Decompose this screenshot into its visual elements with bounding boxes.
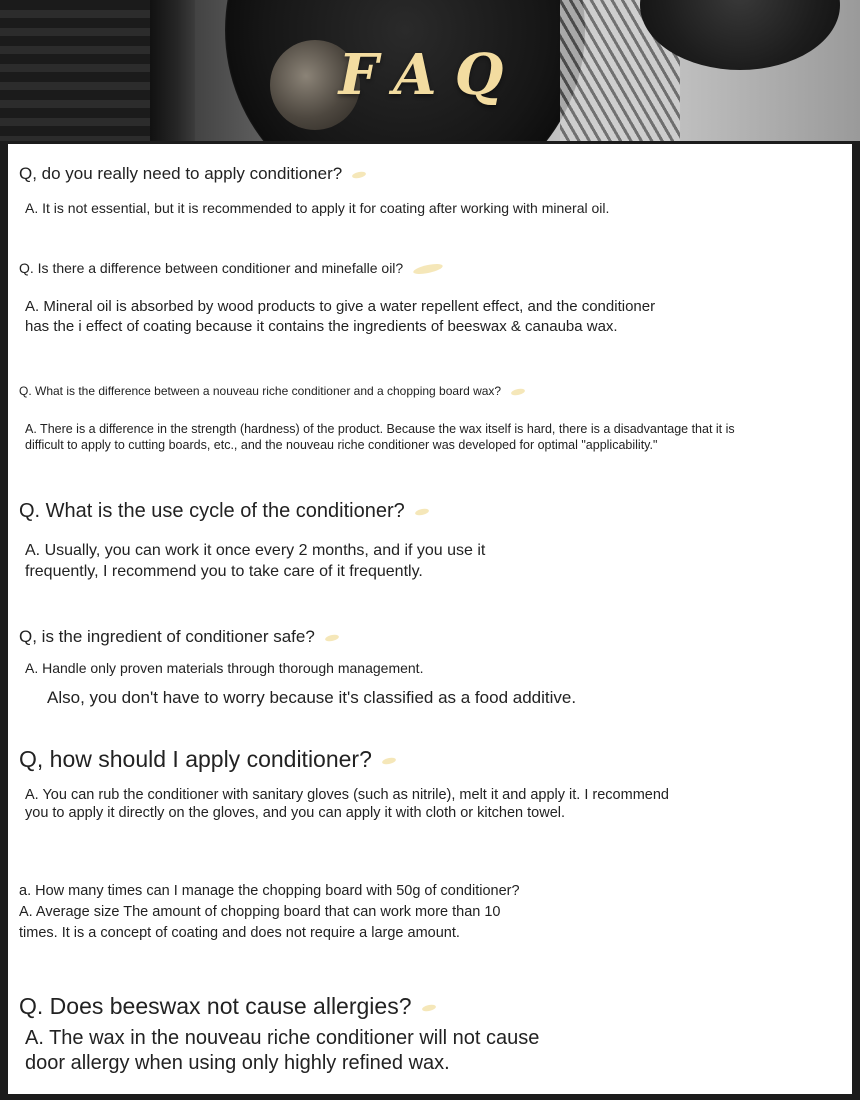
marker-icon <box>421 1004 436 1013</box>
answer-3-line-2: difficult to apply to cutting boards, etc., and the nouveau riche conditioner was developed for optimal "applicability." <box>25 438 658 452</box>
answer-4-line-2: frequently, I recommend you to take care of it frequently. <box>25 563 423 580</box>
answer-6-line-1: A. You can rub the conditioner with sanitary gloves (such as nitrile), melt it and apply it. I recommend <box>25 787 669 803</box>
answer-7-line-2: times. It is a concept of coating and does not require a large amount. <box>19 925 460 941</box>
marker-icon <box>413 262 444 276</box>
answer-2-line-1: A. Mineral oil is absorbed by wood products to give a water repellent effect, and the conditioner <box>25 298 656 315</box>
answer-8-line-1: A. The wax in the nouveau riche conditioner will not cause <box>25 1027 540 1049</box>
question-1: Q, do you really need to apply conditioner? <box>19 164 366 184</box>
question-4: Q. What is the use cycle of the conditioner? <box>19 500 429 523</box>
answer-5-line-1: A. Handle only proven materials through thorough management. <box>25 660 424 676</box>
answer-8-line-2: door allergy when using only highly refined wax. <box>25 1052 450 1074</box>
answer-2-line-2: has the i effect of coating because it contains the ingredients of beeswax & canauba wax. <box>25 318 618 335</box>
answer-7-line-1: A. Average size The amount of chopping board that can work more than 10 <box>19 904 501 920</box>
marker-icon <box>511 387 526 396</box>
marker-icon <box>352 170 367 179</box>
faq-panel <box>8 144 852 1094</box>
marker-icon <box>324 633 339 642</box>
marker-icon <box>381 757 396 766</box>
question-6: Q, how should I apply conditioner? <box>19 746 396 773</box>
question-7: a. How many times can I manage the chopping board with 50g of conditioner? <box>19 883 520 899</box>
answer-4-line-1: A. Usually, you can work it once every 2 months, and if you use it <box>25 542 486 559</box>
answer-1: A. It is not essential, but it is recommended to apply it for coating after working with mineral oil. <box>25 200 610 216</box>
answer-3-line-1: A. There is a difference in the strength (hardness) of the product. Because the wax itself is hard, there is a disadvantage that it is <box>25 422 735 436</box>
answer-6-line-2: you to apply it directly on the gloves, and you can apply it with cloth or kitchen towel. <box>25 805 566 821</box>
question-8: Q. Does beeswax not cause allergies? <box>19 993 436 1020</box>
faq-title: FAQ <box>338 42 522 108</box>
faq-banner <box>0 0 860 141</box>
question-5: Q, is the ingredient of conditioner safe? <box>19 627 339 647</box>
marker-icon <box>414 507 429 516</box>
question-3: Q. What is the difference between a nouveau riche conditioner and a chopping board wax? <box>19 384 525 398</box>
answer-5-line-2: Also, you don't have to worry because it's classified as a food additive. <box>47 688 577 707</box>
question-2: Q. Is there a difference between conditioner and minefalle oil? <box>19 260 443 276</box>
